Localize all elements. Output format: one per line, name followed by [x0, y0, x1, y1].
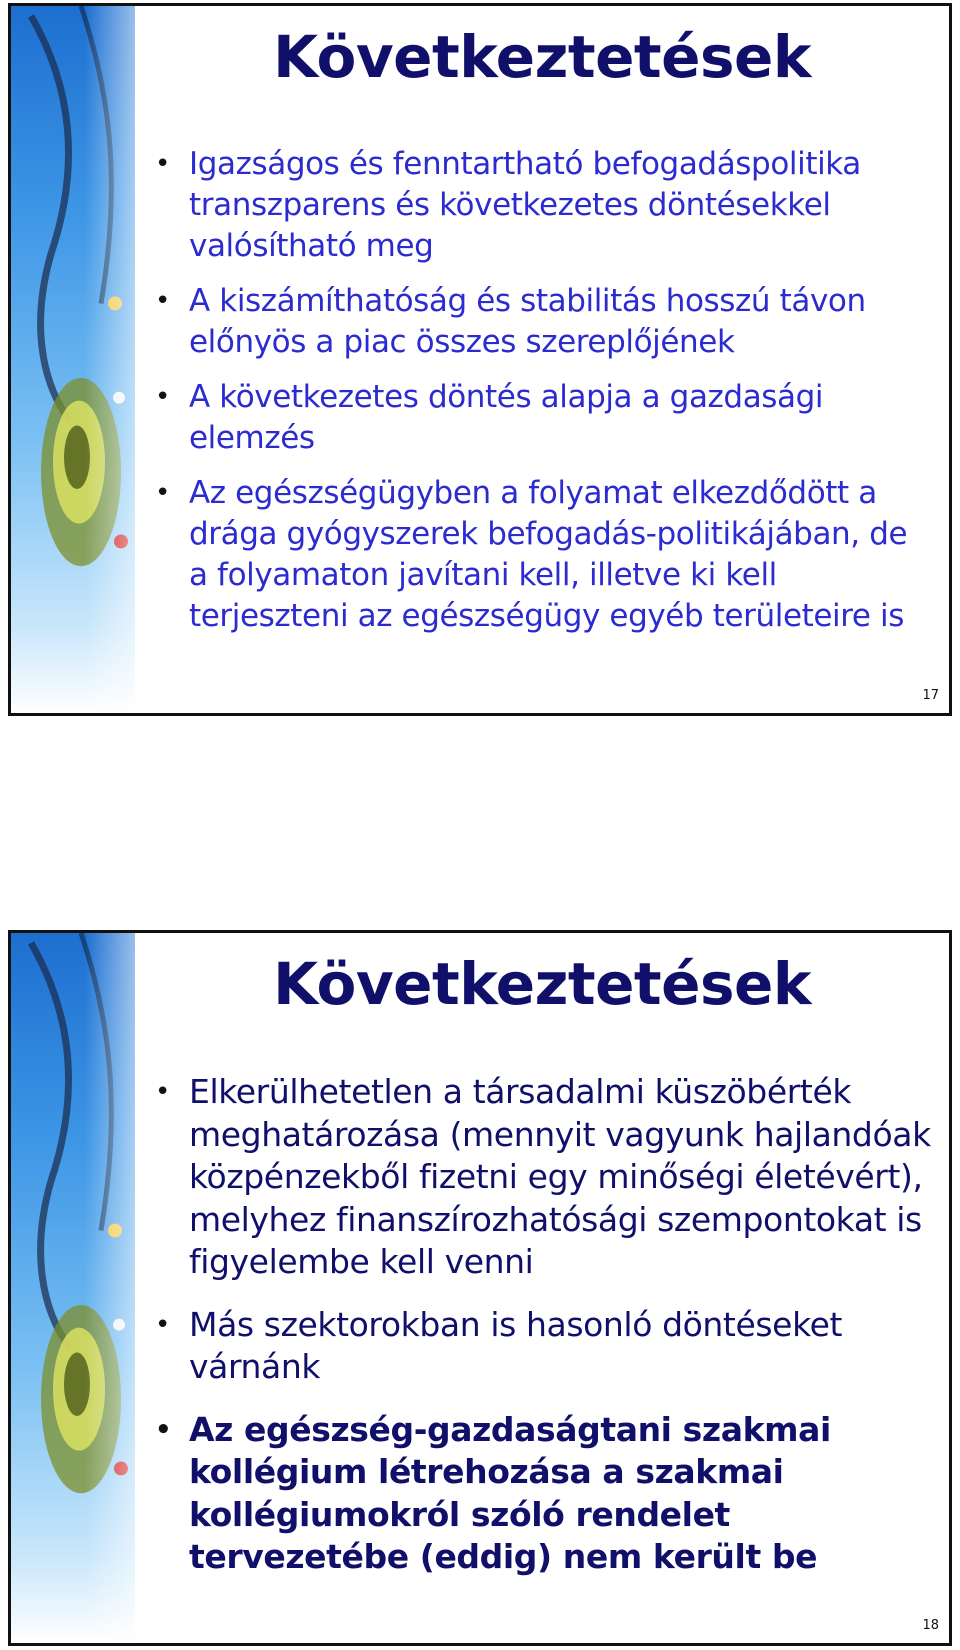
slide-title: Következtetések: [273, 950, 811, 1018]
page-number: 18: [922, 1618, 939, 1633]
bullet-item: • Az egészség-gazdaságtani szakmai kollégium létrehozása a szakmai kollégiumokról szóló rendelet tervezetébe (eddig) nem került be: [155, 1409, 831, 1576]
bullet-list: [151, 144, 931, 651]
bullet-dot-icon: •: [155, 382, 170, 412]
bullet-item: • A kiszámíthatóság és stabilitás hosszú távon előnyös a piac összes szereplőjének: [155, 283, 866, 360]
bullet-dot-icon: •: [155, 1414, 172, 1445]
bullet-dot-icon: •: [155, 478, 170, 508]
bullet-item: • Igazságos és fenntartható befogadáspolitika transzparens és következetes döntésekkel valósítható meg: [155, 146, 861, 264]
bullet-item: • Az egészségügyben a folyamat elkezdődött a drága gyógyszerek befogadás-politikájában, de a folyamaton javítani kell, illetve ki kell terjeszteni az egészségügy egyéb területeire is: [155, 475, 908, 634]
bullet-dot-icon: •: [155, 149, 170, 179]
slide-17: [8, 3, 952, 716]
slide-18: [8, 930, 952, 1646]
bullet-dot-icon: •: [155, 1309, 170, 1340]
bullet-item: • A következetes döntés alapja a gazdasági elemzés: [155, 379, 824, 456]
stethoscope-art: [11, 933, 135, 1643]
page-number: 17: [922, 688, 939, 703]
bullet-item: • Elkerülhetetlen a társadalmi küszöbérték meghatározása (mennyit vagyunk hajlandóak közpénzekből fizetni egy minőségi életévért), melyhez finanszírozhatósági szempontokat is figyelembe kell venni: [155, 1072, 931, 1281]
bullet-dot-icon: •: [155, 1077, 170, 1107]
slide-title: Következtetések: [273, 23, 811, 91]
bullet-item: • Más szektorokban is hasonló döntéseket várnánk: [155, 1304, 843, 1386]
bullet-list: [151, 1071, 931, 1599]
bullet-dot-icon: •: [155, 286, 170, 316]
stethoscope-art: [11, 6, 135, 713]
